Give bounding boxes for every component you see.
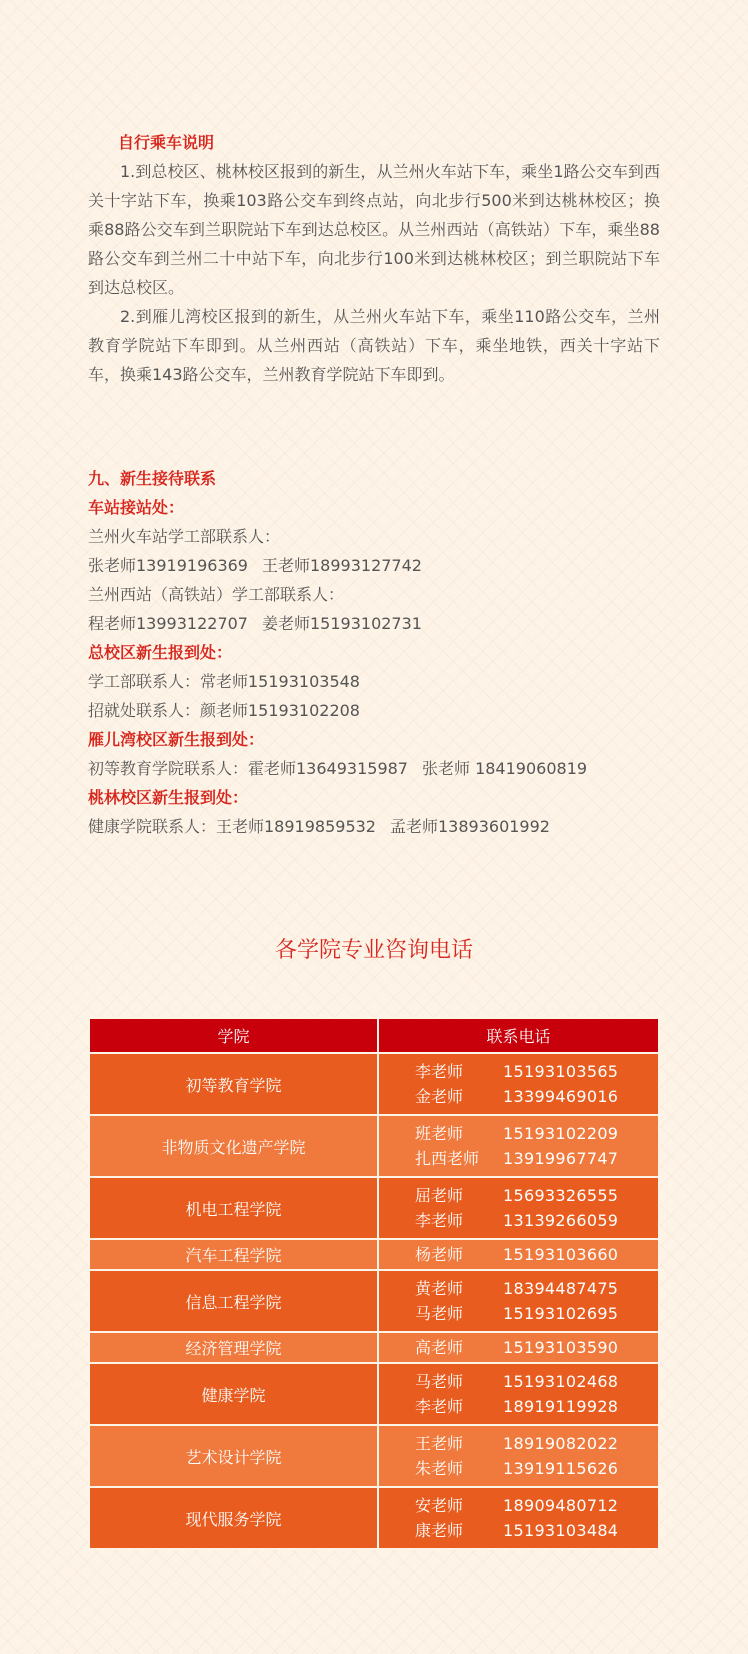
contact-line <box>379 1431 658 1456</box>
contact-line <box>379 1242 658 1267</box>
station2-contacts <box>88 609 688 638</box>
majors-phone-table <box>88 1017 660 1550</box>
contact-line <box>379 1456 658 1481</box>
teacher-name: 屈老师 <box>415 1186 464 1205</box>
college-cell: 健康学院 <box>89 1363 378 1425</box>
teacher-name: 杨老师 <box>415 1245 464 1264</box>
station2-contact-a: 程老师13993122707 <box>88 614 248 633</box>
table-row <box>89 1487 659 1549</box>
transport-paragraph-1: 1.到总校区、桃林校区报到的新生，从兰州火车站下车，乘坐1路公交车到西关十字站下车，换乘103路公交车到终点站，向北步行500米到达桃林校区；换乘88路公交车到兰职院站下车到达总校区。从兰州西站（高铁站）下车，乘坐88路公交车到兰州二十中站下车，向北步行100米到达桃林校区；到兰职院站下车到达总校区。 <box>88 162 660 297</box>
phone-cell <box>378 1363 659 1425</box>
phone-number: 15193102468 <box>503 1372 619 1391</box>
contact-line <box>379 1183 658 1208</box>
yanerwan-contact-a: 初等教育学院联系人：霍老师13649315987 <box>88 759 408 778</box>
college-cell: 初等教育学院 <box>89 1053 378 1115</box>
teacher-name: 安老师 <box>415 1496 464 1515</box>
college-cell: 非物质文化遗产学院 <box>89 1115 378 1177</box>
reception-contacts-section <box>88 464 688 841</box>
phone-cell <box>378 1115 659 1177</box>
phone-number: 13399469016 <box>503 1087 619 1106</box>
teacher-name: 黄老师 <box>415 1279 464 1298</box>
phone-number: 18909480712 <box>503 1496 619 1515</box>
contact-line <box>379 1335 658 1360</box>
phone-number: 18919119928 <box>503 1397 619 1416</box>
table-row <box>89 1053 659 1115</box>
teacher-name: 马老师 <box>415 1372 464 1391</box>
column-header-phone: 联系电话 <box>378 1018 659 1053</box>
taolin-heading: 桃林校区新生报到处： <box>88 788 249 807</box>
station1-label: 兰州火车站学工部联系人： <box>88 527 281 546</box>
phone-number: 15193103660 <box>503 1245 619 1264</box>
main-campus-heading: 总校区新生报到处： <box>88 643 233 662</box>
table-row <box>89 1115 659 1177</box>
contact-line <box>379 1369 658 1394</box>
teacher-name: 金老师 <box>415 1087 464 1106</box>
transport-section <box>88 128 660 389</box>
college-cell: 信息工程学院 <box>89 1270 378 1332</box>
phone-number: 15693326555 <box>503 1186 619 1205</box>
phone-cell <box>378 1487 659 1549</box>
taolin-contact-a: 健康学院联系人：王老师18919859532 <box>88 817 376 836</box>
phone-number: 15193102695 <box>503 1304 619 1323</box>
table-row <box>89 1239 659 1270</box>
phone-number: 15193103565 <box>503 1062 619 1081</box>
contact-line <box>379 1059 658 1084</box>
table-row <box>89 1332 659 1363</box>
college-cell: 现代服务学院 <box>89 1487 378 1549</box>
phone-cell <box>378 1177 659 1239</box>
phone-number: 13919967747 <box>503 1149 619 1168</box>
phone-number: 15193103590 <box>503 1338 619 1357</box>
main-campus-contact-1: 学工部联系人：常老师15193103548 <box>88 672 360 691</box>
phone-cell <box>378 1053 659 1115</box>
main-campus-contact-2: 招就处联系人：颜老师15193102208 <box>88 701 360 720</box>
yanerwan-contact-b: 张老师 18419060819 <box>421 759 588 778</box>
taolin-contacts <box>88 812 688 841</box>
phone-number: 13139266059 <box>503 1211 619 1230</box>
station1-contact-a: 张老师13919196369 <box>88 556 248 575</box>
phone-number: 18919082022 <box>503 1434 619 1453</box>
teacher-name: 李老师 <box>415 1062 464 1081</box>
transport-heading: 自行乘车说明 <box>118 133 215 152</box>
contact-line <box>379 1084 658 1109</box>
station1-contact-b: 王老师18993127742 <box>261 556 422 575</box>
table-row <box>89 1177 659 1239</box>
taolin-contact-b: 孟老师13893601992 <box>389 817 550 836</box>
phone-number: 15193103484 <box>503 1521 619 1540</box>
majors-table-title: 各学院专业咨询电话 <box>274 938 473 963</box>
contact-line <box>379 1518 658 1543</box>
contact-line <box>379 1394 658 1419</box>
table-row <box>89 1363 659 1425</box>
phone-cell <box>378 1332 659 1363</box>
station-heading: 车站接站处： <box>88 498 185 517</box>
column-header-college: 学院 <box>89 1018 378 1053</box>
phone-number: 13919115626 <box>503 1459 619 1478</box>
teacher-name: 高老师 <box>415 1338 464 1357</box>
teacher-name: 扎西老师 <box>415 1149 480 1168</box>
contacts-heading: 九、新生接待联系 <box>88 469 217 488</box>
table-row <box>89 1270 659 1332</box>
teacher-name: 康老师 <box>415 1521 464 1540</box>
yanerwan-contacts <box>88 754 688 783</box>
teacher-name: 王老师 <box>415 1434 464 1453</box>
table-header-row <box>89 1018 659 1053</box>
phone-cell <box>378 1270 659 1332</box>
phone-number: 15193102209 <box>503 1124 619 1143</box>
college-cell: 经济管理学院 <box>89 1332 378 1363</box>
phone-cell <box>378 1425 659 1487</box>
contact-line <box>379 1276 658 1301</box>
station2-label: 兰州西站（高铁站）学工部联系人： <box>88 585 345 604</box>
college-cell: 汽车工程学院 <box>89 1239 378 1270</box>
teacher-name: 朱老师 <box>415 1459 464 1478</box>
yanerwan-heading: 雁儿湾校区新生报到处： <box>88 730 265 749</box>
transport-paragraph-2: 2.到雁儿湾校区报到的新生，从兰州火车站下车，乘坐110路公交车，兰州教育学院站下车即到。从兰州西站（高铁站）下车，乘坐地铁，西关十字站下车，换乘143路公交车，兰州教育学院站下车即到。 <box>88 307 660 384</box>
teacher-name: 李老师 <box>415 1397 464 1416</box>
phone-cell <box>378 1239 659 1270</box>
teacher-name: 马老师 <box>415 1304 464 1323</box>
contact-line <box>379 1121 658 1146</box>
teacher-name: 李老师 <box>415 1211 464 1230</box>
contact-line <box>379 1493 658 1518</box>
contact-line <box>379 1301 658 1326</box>
contact-line <box>379 1208 658 1233</box>
station2-contact-b: 姜老师15193102731 <box>261 614 422 633</box>
contact-line <box>379 1146 658 1171</box>
teacher-name: 班老师 <box>415 1124 464 1143</box>
college-cell: 机电工程学院 <box>89 1177 378 1239</box>
phone-number: 18394487475 <box>503 1279 619 1298</box>
station1-contacts <box>88 551 688 580</box>
college-cell: 艺术设计学院 <box>89 1425 378 1487</box>
table-row <box>89 1425 659 1487</box>
